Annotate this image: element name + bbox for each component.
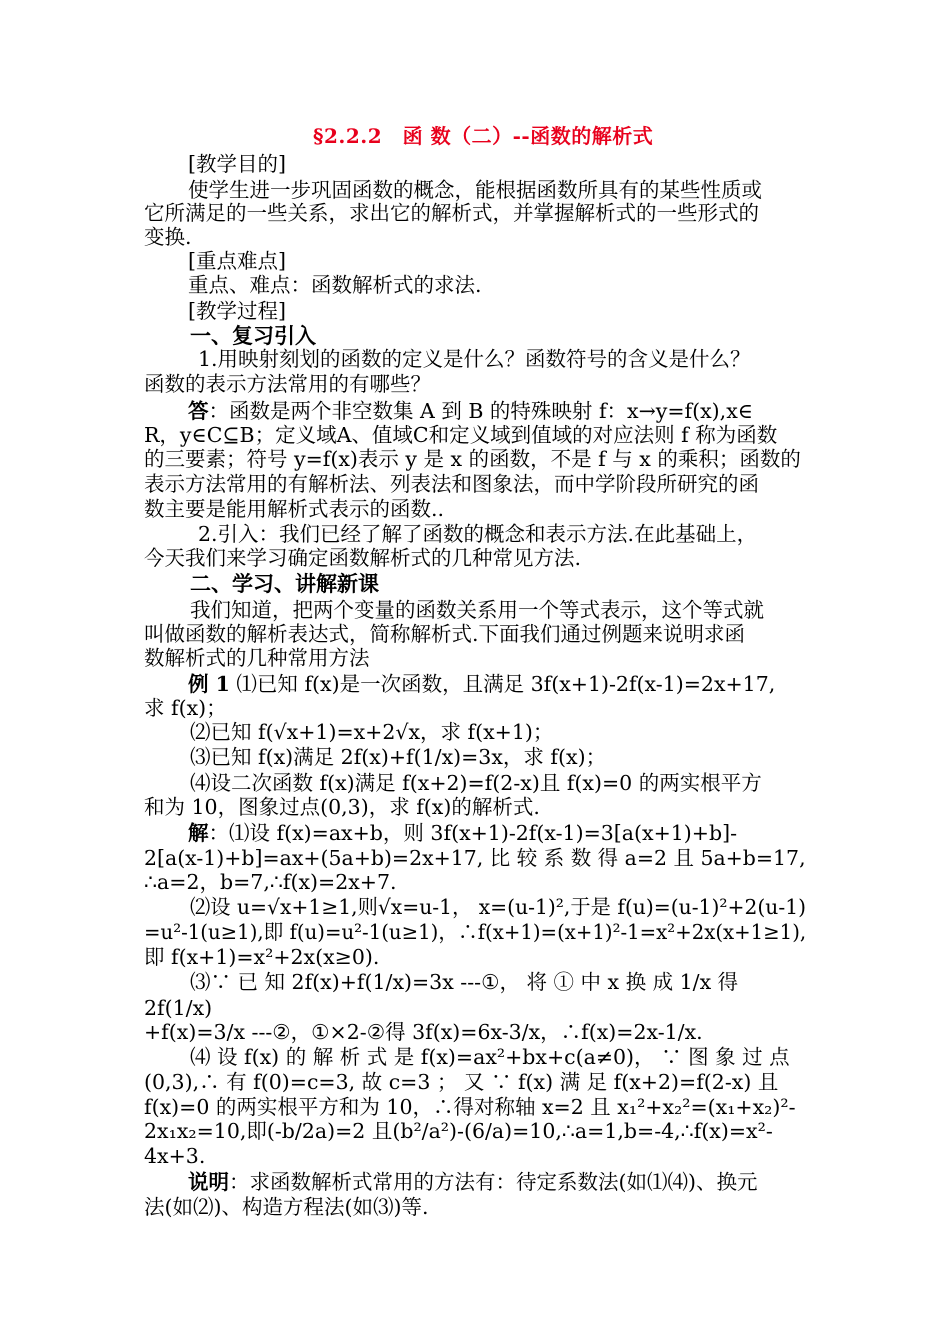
paragraph-line: 2[a(x-1)+b]=ax+(5a+b)=2x+17, 比 较 系 数 得 a=2 且 5a+b=17,	[144, 846, 806, 870]
paragraph-line: ∴a=2，b=7,∴f(x)=2x+7.	[144, 870, 397, 894]
paragraph-line: ⑷设二次函数 f(x)满足 f(x+2)=f(2-x)且 f(x)=0 的两实根平方	[190, 771, 762, 795]
paragraph-line: 变换.	[144, 225, 192, 249]
solution-label: 解	[188, 821, 209, 845]
paragraph-line: 1.用映射刻划的函数的定义是什么？函数符号的含义是什么？	[198, 347, 751, 371]
paragraph-line: 重点、难点：函数解析式的求法.	[188, 273, 482, 297]
heading-new-lesson: 二、学习、讲解新课	[190, 571, 379, 596]
section-heading-process: [教学过程]	[188, 299, 286, 323]
paragraph-line: 函数的表示方法常用的有哪些？	[144, 372, 431, 396]
paragraph-line: 2f(1/x)	[144, 996, 213, 1020]
note-line: 说明：求函数解析式常用的方法有：待定系数法(如⑴⑷)、换元	[188, 1170, 758, 1194]
heading-review: 一、复习引入	[190, 323, 316, 348]
paragraph-line: 即 f(x+1)=x²+2x(x≥0).	[144, 945, 380, 969]
paragraph-line: 数主要是能用解析式表示的函数..	[144, 497, 445, 521]
paragraph-line: 求 f(x)；	[144, 696, 227, 720]
paragraph-line: ⑵设 u=√x+1≥1,则√x=u-1， x=(u-1)²,于是 f(u)=(u-1)²+2(u-1)	[190, 895, 807, 919]
paragraph-line: 它所满足的一些关系，求出它的解析式，并掌握解析式的一些形式的	[144, 201, 759, 225]
paragraph-line: 表示方法常用的有解析法、列表法和图象法，而中学阶段所研究的函	[144, 472, 759, 496]
paragraph-line: 我们知道，把两个变量的函数关系用一个等式表示，这个等式就	[190, 598, 764, 622]
paragraph-line: ⑶已知 f(x)满足 2f(x)+f(1/x)=3x，求 f(x)；	[190, 745, 607, 769]
paragraph-line: =u²-1(u≥1),即 f(u)=u²-1(u≥1)，∴f(x+1)=(x+1)²-1=x²+2x(x+1≥1),	[144, 920, 807, 944]
paragraph-line: 2x₁x₂=10,即(-b/2a)=2 且(b²/a²)-(6/a)=10,∴a=1,b=-4,∴f(x)=x²-	[144, 1119, 773, 1143]
example-label: 例 1	[188, 672, 230, 696]
paragraph-line: 的三要素；符号 y=f(x)表示 y 是 x 的函数，不是 f 与 x 的乘积；函数的	[144, 447, 801, 471]
paragraph-line: ⑶∵ 已 知 2f(x)+f(1/x)=3x ---①， 将 ① 中 x 换 成 1/x 得	[190, 970, 739, 994]
section-heading-key: [重点难点]	[188, 249, 286, 273]
paragraph-line: ⑵已知 f(√x+1)=x+2√x，求 f(x+1)；	[190, 720, 554, 744]
note-label: 说明	[188, 1170, 229, 1194]
solution-line: 解：⑴设 f(x)=ax+b，则 3f(x+1)-2f(x-1)=3[a(x+1)+b]-	[188, 821, 738, 845]
section-heading-aim: [教学目的]	[188, 152, 286, 176]
page-title: §2.2.2 函 数（二）--函数的解析式	[313, 124, 654, 148]
example-line: 例 1 ⑴已知 f(x)是一次函数，且满足 3f(x+1)-2f(x-1)=2x+17,	[188, 672, 776, 696]
answer-label: 答	[188, 399, 209, 423]
paragraph-line: +f(x)=3/x ---②，①×2-②得 3f(x)=6x-3/x，∴f(x)=2x-1/x.	[144, 1020, 703, 1044]
paragraph-line: 数解析式的几种常用方法	[144, 646, 370, 670]
paragraph-line: 2.引入：我们已经了解了函数的概念和表示方法.在此基础上，	[198, 522, 758, 546]
paragraph-line: f(x)=0 的两实根平方和为 10，∴得对称轴 x=2 且 x₁²+x₂²=(x₁+x₂)²-	[144, 1095, 796, 1119]
paragraph-line: 今天我们来学习确定函数解析式的几种常见方法.	[144, 546, 582, 570]
paragraph-line: 4x+3.	[144, 1144, 206, 1168]
paragraph-line: R，y∈C⊆B；定义域A、值域C和定义域到值域的对应法则 f 称为函数	[144, 423, 778, 447]
paragraph-line: (0,3),∴ 有 f(0)=c=3, 故 c=3 ； 又 ∵ f(x) 满 足 f(x+2)=f(2-x) 且	[144, 1070, 779, 1094]
paragraph-line: ⑷ 设 f(x) 的 解 析 式 是 f(x)=ax²+bx+c(a≠0)， ∵ 图 象 过 点	[190, 1045, 790, 1069]
paragraph-line: 叫做函数的解析表达式，简称解析式.下面我们通过例题来说明求函	[144, 622, 746, 646]
paragraph-line: 法(如⑵)、构造方程法(如⑶)等.	[144, 1195, 429, 1219]
paragraph-line: 使学生进一步巩固函数的概念，能根据函数所具有的某些性质或	[188, 178, 762, 202]
paragraph-line: 和为 10，图象过点(0,3)，求 f(x)的解析式.	[144, 795, 540, 819]
answer-line: 答：函数是两个非空数集 A 到 B 的特殊映射 f：x→y=f(x),x∈	[188, 399, 753, 423]
